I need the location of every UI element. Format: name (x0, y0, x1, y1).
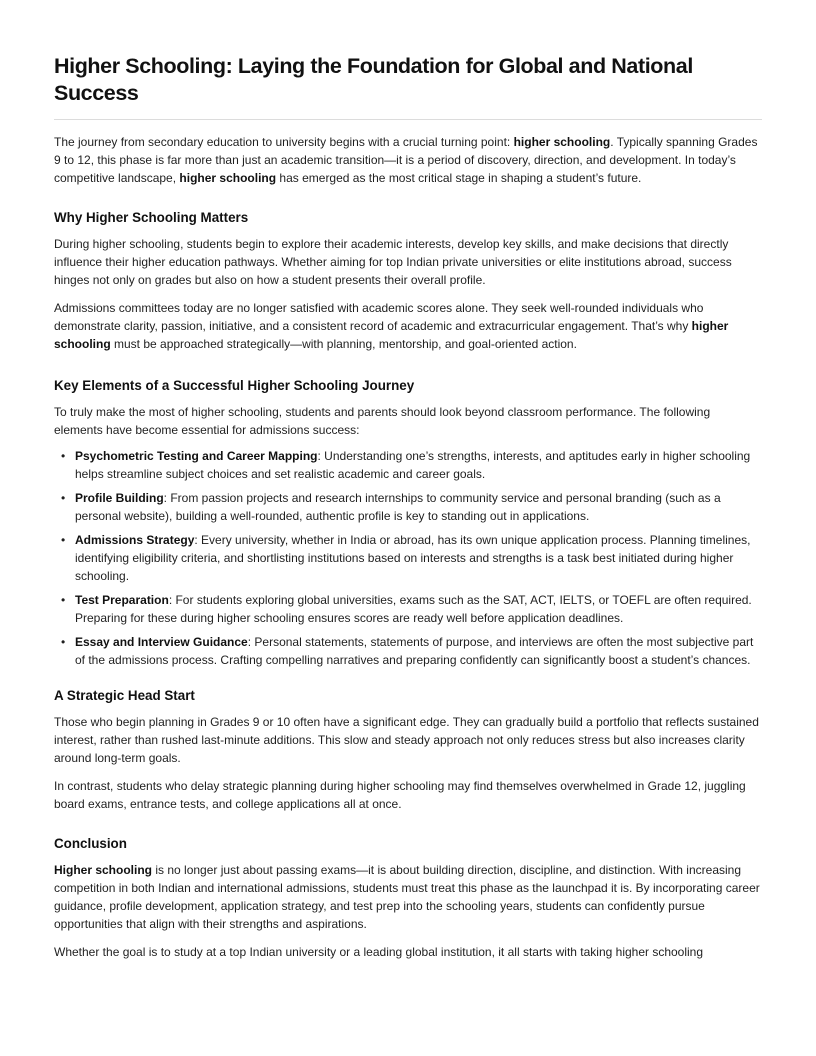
list-item-admissions-strategy (61, 531, 762, 585)
list-item-text: : For students exploring global universities, exams such as the SAT, ACT, IELTS, or TOEFL are often required. Preparing for these during higher schooling ensures scores are ready well before application deadlines. (75, 593, 752, 625)
list-item-essay-interview (61, 633, 762, 669)
list-item-text: : Personal statements, statements of purpose, and interviews are often the most subjective part of the admissions process. Crafting compelling narratives and preparing confidently can significantly boost a student’s chances. (75, 635, 754, 667)
why-p2-text-2: must be approached strategically—with planning, mentorship, and goal-oriented action. (110, 337, 577, 351)
bullet-icon: • (61, 533, 66, 547)
intro-bold-2: higher schooling (179, 171, 277, 185)
intro-text-1: The journey from secondary education to university begins with a crucial turning point: (54, 135, 514, 149)
page-title: Higher Schooling: Laying the Foundation for Global and National Success (54, 54, 693, 105)
list-item-term: Admissions Strategy (75, 533, 195, 547)
intro-bold-1: higher schooling (513, 135, 611, 149)
list-item-term: Test Preparation (75, 593, 169, 607)
head-start-paragraph-1: Those who begin planning in Grades 9 or 10 often have a significant edge. They can gradually build a portfolio that reflects sustained interest, rather than rushed last-minute additions. This slow and steady approach not only reduces stress but also increases clarity around long-term goals. (54, 715, 759, 765)
heading-key-elements: Key Elements of a Successful Higher Schooling Journey (54, 378, 415, 393)
bullet-icon: • (61, 593, 66, 607)
conclusion-paragraph-2: Whether the goal is to study at a top Indian university or a leading global institution, it all starts with taking higher schooling (54, 945, 704, 959)
conclusion-paragraph-1 (54, 861, 762, 933)
conclusion-bold: Higher schooling (54, 863, 153, 877)
intro-paragraph (54, 133, 762, 187)
conclusion-p1-text: is no longer just about passing exams—it is about building direction, discipline, and distinction. With increasing competition in both Indian and international admissions, students must treat this phase as the launchpad it is. By incorporating career guidance, profile development, application strategy, and test prep into the schooling years, students can confidently pursue opportunities that align with their strengths and aspirations. (54, 863, 760, 931)
list-item-text: : Understanding one’s strengths, interests, and aptitudes early in higher schooling helps streamline subject choices and set realistic academic and career goals. (75, 449, 751, 481)
heading-head-start: A Strategic Head Start (54, 688, 195, 703)
list-item-term: Profile Building (75, 491, 164, 505)
why-p2-text-1: Admissions committees today are no longer satisfied with academic scores alone. They seek well-rounded individuals who demonstrate clarity, passion, initiative, and a consistent record of academic and extracurricular engagement. That’s why (54, 301, 704, 333)
key-elements-intro: To truly make the most of higher schooling, students and parents should look beyond classroom performance. The following elements have become essential for admissions success: (54, 405, 711, 437)
list-item-test-preparation (61, 591, 762, 627)
list-item-text: : From passion projects and research internships to community service and personal branding (such as a personal website), building a well-rounded, authentic profile is key to standing out in applications. (75, 491, 721, 523)
list-item-term: Psychometric Testing and Career Mapping (75, 449, 318, 463)
heading-why-matters: Why Higher Schooling Matters (54, 210, 249, 225)
title-divider (54, 119, 762, 120)
bullet-icon: • (61, 491, 66, 505)
intro-text-3: has emerged as the most critical stage in shaping a student’s future. (276, 171, 642, 185)
key-elements-list (54, 447, 762, 669)
head-start-paragraph-2: In contrast, students who delay strategic planning during higher schooling may find themselves overwhelmed in Grade 12, juggling board exams, entrance tests, and college applications all at once. (54, 779, 746, 811)
why-p2-bold: higher schooling (54, 319, 729, 351)
heading-conclusion: Conclusion (54, 836, 127, 851)
intro-text-2: . Typically spanning Grades 9 to 12, this phase is far more than just an academic transition—it is a period of discovery, direction, and development. In today’s competitive landscape, (54, 135, 758, 185)
list-item-term: Essay and Interview Guidance (75, 635, 248, 649)
list-item-psychometric (61, 447, 762, 483)
list-item-text: : Every university, whether in India or abroad, has its own unique application process. Planning timelines, identifying eligibility criteria, and shortlisting institutions based on interests and strengths is a task best initiated during higher schooling. (75, 533, 751, 583)
bullet-icon: • (61, 449, 66, 463)
bullet-icon: • (61, 635, 66, 649)
list-item-profile-building (61, 489, 762, 525)
why-paragraph-2 (54, 299, 762, 353)
why-paragraph-1: During higher schooling, students begin to explore their academic interests, develop key skills, and make decisions that directly influence their higher education pathways. Whether aiming for top Indian private universities or elite institutions abroad, success hinges not only on grades but also on how a student presents their overall profile. (54, 237, 732, 287)
